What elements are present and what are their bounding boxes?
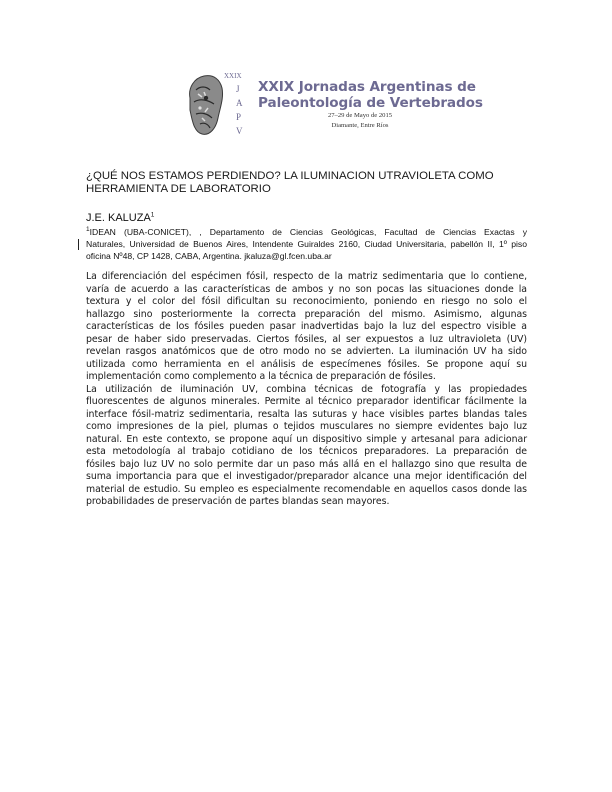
margin-change-bar xyxy=(78,239,79,250)
affiliation-line: Naturales, Universidad de Buenos Aires, Intendente Guiraldes 2160, Ciudad Universitaria, pabellón II, 1º piso xyxy=(86,239,527,249)
conference-date xyxy=(290,111,430,131)
abstract-line: suma importancia para que el investigador/preparador alcance una mejor identificación del xyxy=(86,471,527,482)
logo-letter-p: P xyxy=(236,112,242,122)
abstract-line: probabilidades de preservación de partes blandas sean mayores. xyxy=(86,496,390,507)
conference-title-line: XXIX Jornadas Argentinas de xyxy=(258,79,476,95)
affiliation-line: oficina Nº48, CP 1428, CABA, Argentina. jkaluza@gl.fcen.uba.ar xyxy=(86,251,332,261)
conference-title xyxy=(258,79,483,111)
author-name: J.E. KALUZA xyxy=(86,212,151,224)
abstract-line: fluorescentes de algunos minerales. Permite al técnico preparador identificar fácilmente la xyxy=(86,396,527,407)
abstract-line: interface fósil-matriz sedimentaria, resalta las suturas y hace visibles partes blandas tales xyxy=(86,408,527,420)
abstract-line: fósiles bajo luz UV no solo permite dar un paso más allá en el hallazgo sino que resulta de xyxy=(86,458,527,470)
affiliation-line xyxy=(86,226,527,238)
abstract-line: esta metodología al trabajo cotidiano de los técnicos preparadores. La preparación de xyxy=(86,446,527,457)
affiliation xyxy=(86,226,527,262)
paper-title-line: HERRAMIENTA DE LABORATORIO xyxy=(86,183,271,195)
paper-title-line: ¿QUÉ NOS ESTAMOS PERDIENDO? LA ILUMINACION UTRAVIOLETA COMO xyxy=(86,170,494,182)
abstract-line: natural. En este contexto, se propone aquí un dispositivo simple y artesanal para adicionar xyxy=(86,433,527,445)
abstract-line: pesar de haber sido preservadas. Ciertos fósiles, al ser expuestos a luz ultravioleta (UV) xyxy=(86,333,527,345)
abstract-line: varía de acuerdo a las características de ambos y no son pocas las situaciones donde la xyxy=(86,283,527,295)
author-line xyxy=(86,212,154,225)
abstract-line: utilizada como herramienta en el análisis de especímenes fósiles. Se propone aquí su xyxy=(86,358,527,370)
logo-letter-j: J xyxy=(236,84,240,94)
abstract-body xyxy=(86,271,527,509)
conference-location-line: Diamante, Entre Ríos xyxy=(331,122,389,129)
abstract-line: La diferenciación del espécimen fósil, respecto de la matriz sedimentaria que lo contiene, xyxy=(86,271,527,282)
abstract-line: hallazgo sino posteriormente la correcta preparación del mismo. Asimismo, algunas xyxy=(86,308,527,320)
conference-title-line: Paleontología de Vertebrados xyxy=(258,95,483,111)
logo-letter-v: V xyxy=(236,126,243,136)
author-superscript: 1 xyxy=(150,211,155,219)
paper-title xyxy=(86,170,526,196)
abstract-line: como impresiones de la piel, plumas o tejidos musculares no siempre evidentes bajo luz xyxy=(86,421,527,432)
abstract-line: La utilización de iluminación UV, combina técnicas de fotografía y las propiedades xyxy=(86,383,527,395)
abstract-line: revelan rasgos anatómicos que de otro modo no se advierten. La iluminación UV ha sido xyxy=(86,346,527,357)
abstract-line: implementación como complemento a la técnica de preparación de fósiles. xyxy=(86,371,436,382)
abstract-line: características de los fósiles pueden pasar inadvertidas bajo la luz del espectro visible a xyxy=(86,321,527,332)
abstract-line: material de estudio. Su empleo es especialmente recomendable en aquellos casos donde las xyxy=(86,483,527,495)
logo-letter-a: A xyxy=(236,98,243,108)
conference-date-line: 27–29 de Mayo de 2015 xyxy=(327,112,393,119)
affiliation-text: IDEAN (UBA-CONICET), , Departamento de Ciencias Geológicas, Facultad de Ciencias Exactas y xyxy=(89,227,527,237)
logo-xxix: XXIX xyxy=(224,72,242,80)
abstract-line: textura y el color del fósil dificultan su reconocimiento, poniendo en riesgo no solo el xyxy=(86,296,527,307)
affiliation-superscript: 1 xyxy=(86,226,90,234)
jornadas-logo-icon xyxy=(184,68,250,142)
